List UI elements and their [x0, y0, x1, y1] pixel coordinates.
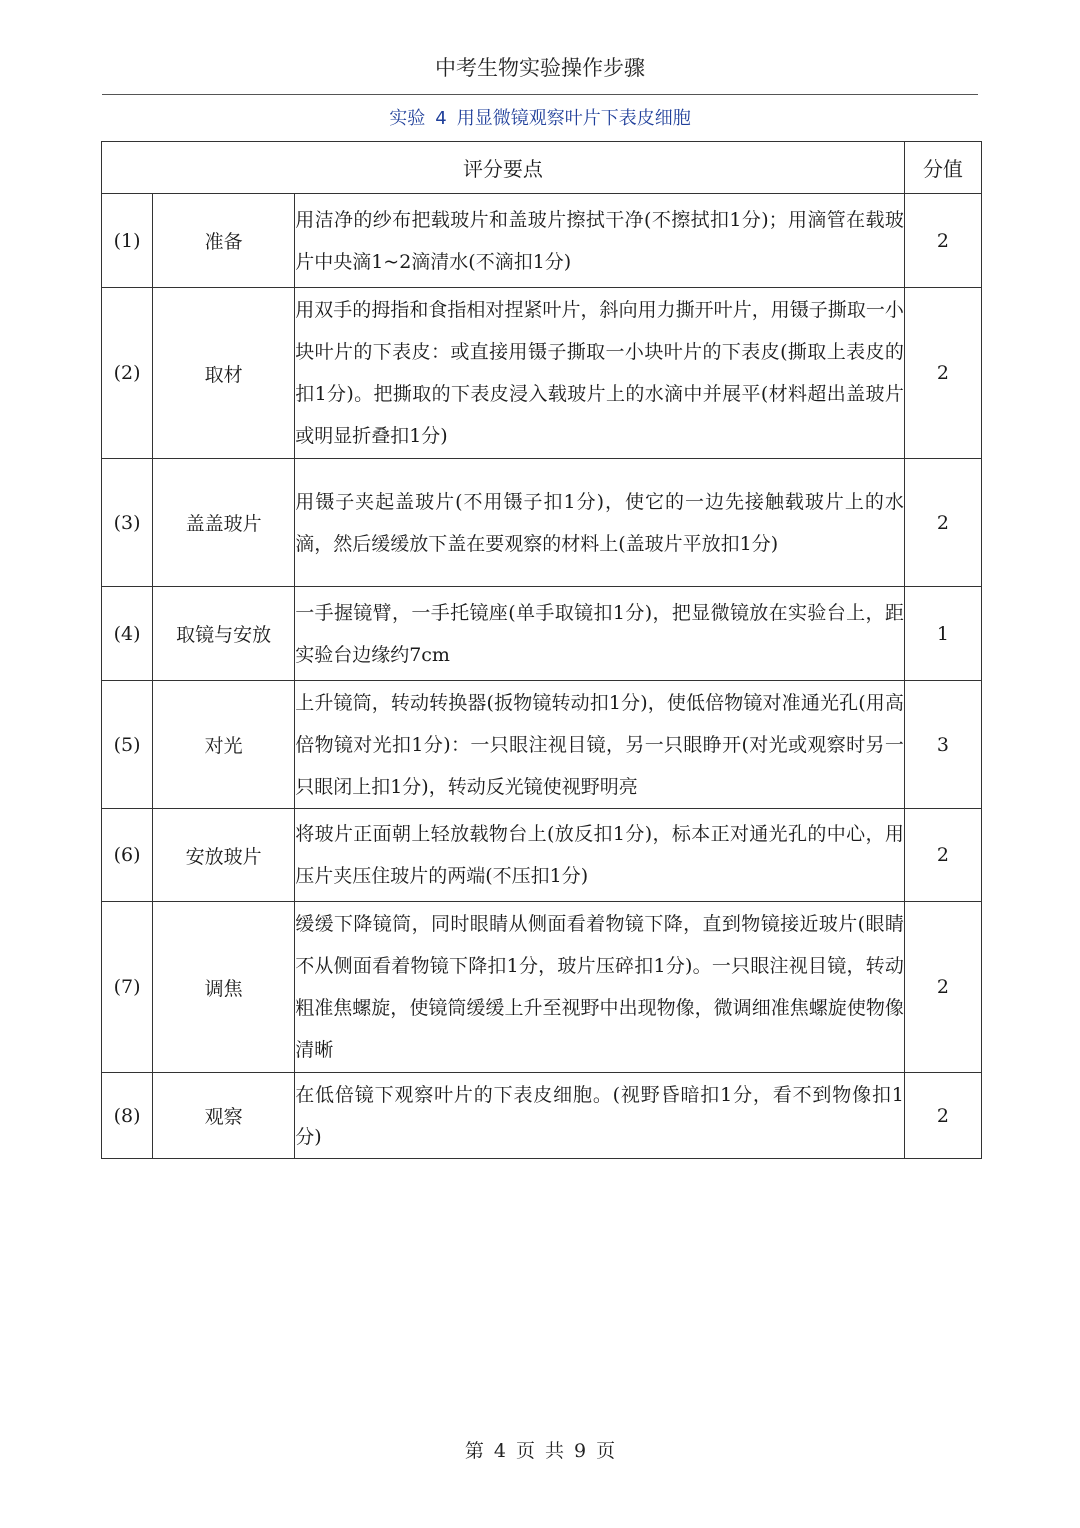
row-step: 准备	[153, 194, 295, 288]
row-description: 一手握镜臂，一手托镜座(单手取镜扣1分)，把显微镜放在实验台上，距实验台边缘约7cm	[295, 587, 905, 681]
column-header-points: 评分要点	[102, 142, 905, 194]
row-number: (6)	[102, 809, 153, 902]
row-step: 安放玻片	[153, 809, 295, 902]
row-description: 上升镜筒，转动转换器(扳物镜转动扣1分)，使低倍物镜对准通光孔(用高倍物镜对光扣1分)：一只眼注视目镜，另一只眼睁开(对光或观察时另一只眼闭上扣1分)，转动反光镜使视野明亮	[295, 681, 905, 809]
page-number: 第 4 页 共 9 页	[464, 1440, 616, 1462]
table-row	[102, 194, 982, 288]
row-number: (5)	[102, 681, 153, 809]
row-step: 调焦	[153, 902, 295, 1073]
row-score: 2	[904, 288, 981, 459]
row-number: (2)	[102, 288, 153, 459]
table-row	[102, 809, 982, 902]
column-header-score: 分值	[904, 142, 981, 194]
row-number: (4)	[102, 587, 153, 681]
row-step: 取镜与安放	[153, 587, 295, 681]
row-description: 将玻片正面朝上轻放载物台上(放反扣1分)，标本正对通光孔的中心，用压片夹压住玻片的两端(不压扣1分)	[295, 809, 905, 902]
document-header-title: 中考生物实验操作步骤	[435, 56, 645, 80]
experiment-prefix: 实验	[389, 108, 426, 129]
table-row	[102, 902, 982, 1073]
row-step: 观察	[153, 1073, 295, 1159]
table-header-row	[102, 142, 982, 194]
row-score: 2	[904, 1073, 981, 1159]
row-number: (1)	[102, 194, 153, 288]
row-number: (7)	[102, 902, 153, 1073]
row-description: 缓缓下降镜筒，同时眼睛从侧面看着物镜下降，直到物镜接近玻片(眼睛不从侧面看着物镜下降扣1分，玻片压碎扣1分)。一只眼注视目镜，转动粗准焦螺旋，使镜筒缓缓上升至视野中出现物像，微调细准焦螺旋使物像清晰	[295, 902, 905, 1073]
header-divider	[102, 94, 978, 95]
row-step: 对光	[153, 681, 295, 809]
row-score: 2	[904, 459, 981, 587]
row-score: 3	[904, 681, 981, 809]
experiment-title	[0, 104, 1080, 130]
row-description: 用双手的拇指和食指相对捏紧叶片，斜向用力撕开叶片，用镊子撕取一小块叶片的下表皮：或直接用镊子撕取一小块叶片的下表皮(撕取上表皮的扣1分)。把撕取的下表皮浸入载玻片上的水滴中并展平(材料超出盖玻片或明显折叠扣1分)	[295, 288, 905, 459]
scoring-table	[101, 141, 982, 1159]
row-description: 用镊子夹起盖玻片(不用镊子扣1分)，使它的一边先接触载玻片上的水滴，然后缓缓放下盖在要观察的材料上(盖玻片平放扣1分)	[295, 459, 905, 587]
table-row	[102, 459, 982, 587]
row-step: 盖盖玻片	[153, 459, 295, 587]
row-number: (3)	[102, 459, 153, 587]
row-score: 2	[904, 194, 981, 288]
row-score: 2	[904, 809, 981, 902]
table-row	[102, 587, 982, 681]
table-row	[102, 681, 982, 809]
table-row	[102, 288, 982, 459]
row-score: 1	[904, 587, 981, 681]
row-description: 在低倍镜下观察叶片的下表皮细胞。(视野昏暗扣1分，看不到物像扣1分)	[295, 1073, 905, 1159]
experiment-number: 4	[435, 108, 447, 129]
row-step: 取材	[153, 288, 295, 459]
experiment-name: 用显微镜观察叶片下表皮细胞	[456, 108, 691, 129]
row-score: 2	[904, 902, 981, 1073]
row-description: 用洁净的纱布把载玻片和盖玻片擦拭干净(不擦拭扣1分)；用滴管在载玻片中央滴1~2滴清水(不滴扣1分)	[295, 194, 905, 288]
row-number: (8)	[102, 1073, 153, 1159]
table-row	[102, 1073, 982, 1159]
